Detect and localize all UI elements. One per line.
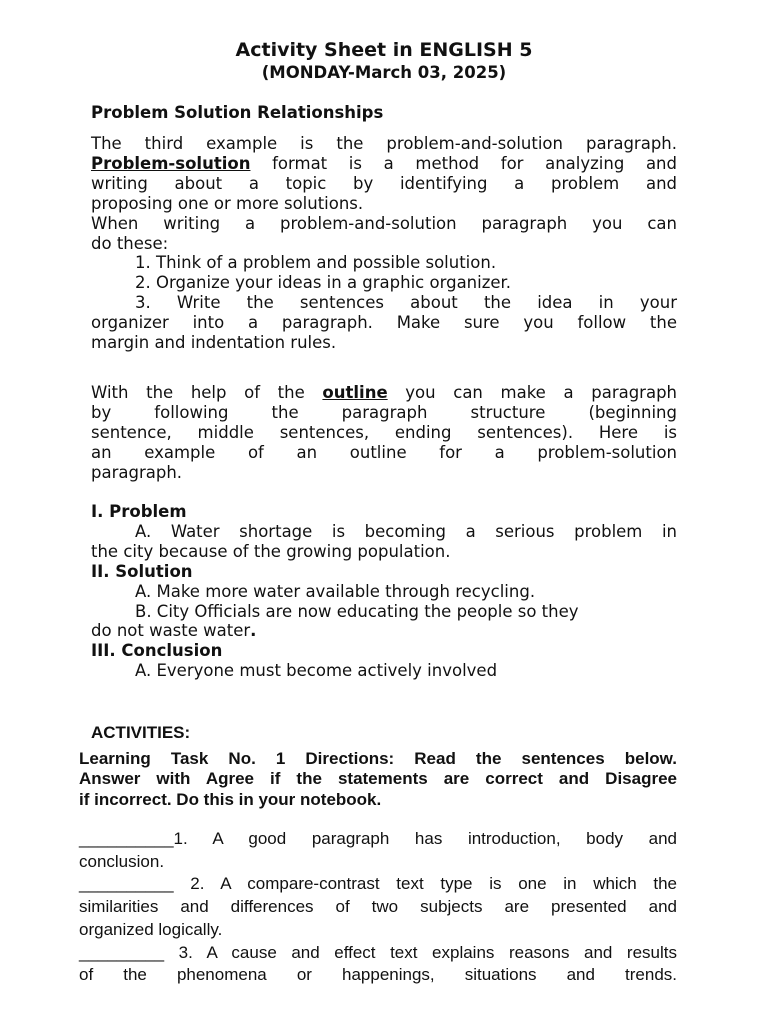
- text-line: by following the paragraph structure (beginning: [91, 402, 677, 422]
- step-item: 1. Think of a problem and possible solution.: [135, 253, 497, 273]
- outline-item: A. Make more water available through recycling.: [135, 581, 536, 601]
- text-line: When writing a problem-and-solution paragraph you can: [91, 213, 677, 233]
- task-item-3-line: _________ 3. A cause and effect text explains reasons and results: [79, 942, 677, 962]
- text-line: sentence, middle sentences, ending sentences). Here is: [91, 422, 677, 442]
- outline-item: [91, 621, 677, 641]
- task-item-2-line: similarities and differences of two subjects are presented and: [79, 897, 677, 917]
- text-fragment: you can make a paragraph: [387, 383, 678, 402]
- outline-item: A. Everyone must become actively involved: [135, 661, 498, 681]
- task-item-3-line: of the phenomena or happenings, situations and trends.: [79, 965, 677, 985]
- outline-solution-heading: II. Solution: [91, 561, 193, 581]
- text-line: [91, 383, 677, 403]
- problem-solution-term: Problem-solution: [91, 153, 251, 173]
- text-line: margin and indentation rules.: [91, 333, 337, 353]
- lesson-paragraph-1: [91, 134, 677, 353]
- task-items: [79, 828, 677, 987]
- outline-example: [91, 502, 677, 681]
- task-item-1-line: conclusion.: [79, 851, 165, 871]
- task-item-2-line: __________ 2. A compare-contrast text type is one in which the: [79, 874, 677, 894]
- document-date: (MONDAY-March 03, 2025): [261, 63, 507, 82]
- outline-term: outline: [322, 383, 388, 402]
- text-fragment: With the help of the: [91, 383, 323, 402]
- text-fragment: do not waste water: [91, 621, 251, 641]
- document-title: Activity Sheet in ENGLISH 5: [235, 39, 533, 61]
- text-fragment: format is a method for analyzing and: [250, 153, 677, 173]
- task-item-1-line: __________1. A good paragraph has introduction, body and: [79, 829, 677, 848]
- text-line: Answer with Agree if the statements are correct and Disagree: [79, 769, 677, 789]
- text-line: organizer into a paragraph. Make sure you follow the: [91, 313, 677, 333]
- text-line: paragraph.: [91, 462, 183, 482]
- lesson-heading: Problem Solution Relationships: [91, 103, 384, 122]
- text-line: [91, 154, 677, 174]
- text-line: an example of an outline for a problem-solution: [91, 442, 677, 462]
- text-fragment: .: [250, 621, 257, 641]
- activities-heading: ACTIVITIES:: [91, 723, 191, 742]
- task-item-2-line: organized logically.: [79, 919, 223, 939]
- text-line: if incorrect. Do this in your notebook.: [79, 789, 382, 809]
- text-line: proposing one or more solutions.: [91, 193, 364, 213]
- text-line: writing about a topic by identifying a problem and: [91, 173, 677, 193]
- outline-item: the city because of the growing population.: [91, 541, 451, 561]
- text-line: do these:: [91, 233, 169, 253]
- text-line: Learning Task No. 1 Directions: Read the sentences below.: [79, 749, 677, 768]
- task-directions: [79, 749, 677, 810]
- step-item: 2. Organize your ideas in a graphic organizer.: [135, 273, 512, 293]
- outline-item: A. Water shortage is becoming a serious problem in: [135, 521, 677, 541]
- step-item: 3. Write the sentences about the idea in your: [135, 293, 677, 313]
- outline-conclusion-heading: III. Conclusion: [91, 641, 223, 661]
- outline-item: B. City Officials are now educating the people so they: [135, 601, 579, 621]
- lesson-paragraph-3: [91, 383, 677, 483]
- text-line: The third example is the problem-and-solution paragraph.: [91, 134, 677, 153]
- outline-problem-heading: I. Problem: [91, 502, 187, 521]
